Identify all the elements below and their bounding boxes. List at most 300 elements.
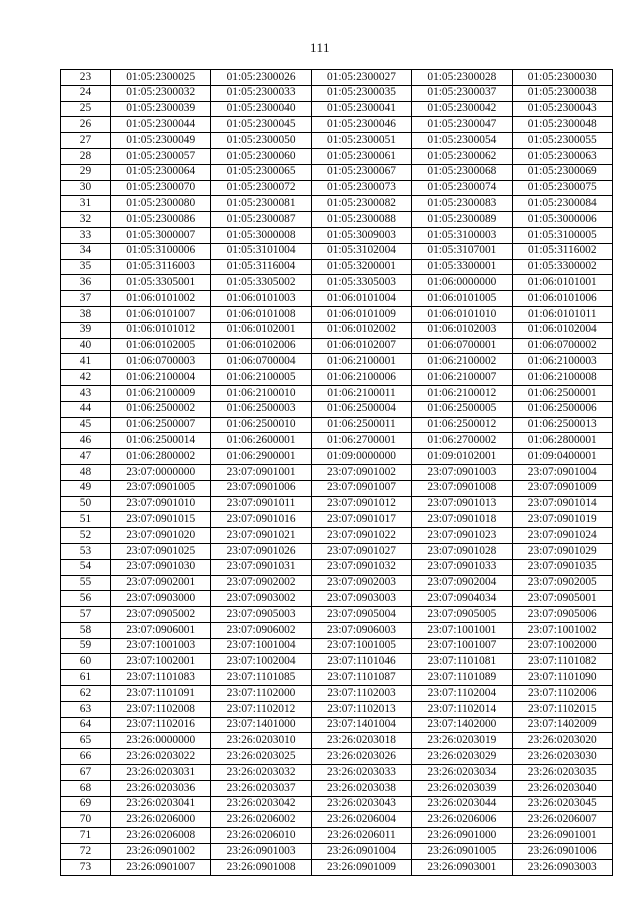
code-cell: 23:07:0901026	[211, 543, 311, 559]
table-row	[61, 148, 613, 164]
code-cell: 23:07:0901027	[311, 543, 411, 559]
code-cell: 23:07:0901021	[211, 528, 311, 544]
code-cell: 01:06:0000000	[412, 275, 512, 291]
table-row	[61, 765, 613, 781]
code-cell: 23:07:1001007	[412, 638, 512, 654]
code-cell: 01:06:0101005	[412, 291, 512, 307]
code-cell: 23:26:0901001	[512, 828, 612, 844]
code-cell: 01:06:0101006	[512, 291, 612, 307]
code-cell: 01:06:2500003	[211, 401, 311, 417]
code-cell: 23:07:1001004	[211, 638, 311, 654]
code-cell: 23:26:0203043	[311, 796, 411, 812]
code-cell: 23:07:0901024	[512, 528, 612, 544]
row-number: 65	[61, 733, 111, 749]
row-number: 67	[61, 765, 111, 781]
row-number: 48	[61, 464, 111, 480]
table-row	[61, 101, 613, 117]
code-cell: 23:07:0901035	[512, 559, 612, 575]
row-number: 43	[61, 385, 111, 401]
table-row	[61, 464, 613, 480]
table-row	[61, 385, 613, 401]
code-cell: 23:07:1102008	[111, 701, 211, 717]
code-cell: 23:07:1102015	[512, 701, 612, 717]
code-cell: 23:07:0901030	[111, 559, 211, 575]
code-cell: 01:05:3000006	[512, 212, 612, 228]
code-cell: 01:05:3107001	[412, 243, 512, 259]
table-row	[61, 417, 613, 433]
code-cell: 01:06:2100009	[111, 385, 211, 401]
row-number: 32	[61, 212, 111, 228]
code-cell: 23:26:0903003	[512, 859, 612, 875]
code-cell: 01:06:0101007	[111, 306, 211, 322]
code-cell: 23:26:0203034	[412, 765, 512, 781]
table-body	[61, 70, 613, 876]
table-row	[61, 449, 613, 465]
code-cell: 01:06:0101012	[111, 322, 211, 338]
code-cell: 23:26:0901000	[412, 828, 512, 844]
code-cell: 23:07:0905001	[512, 591, 612, 607]
code-cell: 23:26:0203026	[311, 749, 411, 765]
code-cell: 01:06:0700003	[111, 354, 211, 370]
code-cell: 01:05:2300035	[311, 85, 411, 101]
code-cell: 23:07:0901003	[412, 464, 512, 480]
code-cell: 23:07:0901020	[111, 528, 211, 544]
code-cell: 23:07:0906003	[311, 622, 411, 638]
table-row	[61, 701, 613, 717]
code-cell: 01:05:3116003	[111, 259, 211, 275]
code-cell: 01:05:3300001	[412, 259, 512, 275]
code-cell: 01:06:2500005	[412, 401, 512, 417]
code-cell: 23:07:0901009	[512, 480, 612, 496]
table-row	[61, 180, 613, 196]
code-cell: 01:06:0101004	[311, 291, 411, 307]
code-cell: 23:07:1101087	[311, 670, 411, 686]
code-cell: 01:05:3000008	[211, 227, 311, 243]
code-cell: 23:07:0901033	[412, 559, 512, 575]
code-cell: 01:05:3100006	[111, 243, 211, 259]
code-cell: 01:05:2300062	[412, 148, 512, 164]
table-row	[61, 259, 613, 275]
row-number: 25	[61, 101, 111, 117]
table-row	[61, 733, 613, 749]
code-cell: 23:07:1402000	[412, 717, 512, 733]
code-cell: 01:05:2300033	[211, 85, 311, 101]
code-cell: 23:07:0901017	[311, 512, 411, 528]
code-cell: 01:05:2300038	[512, 85, 612, 101]
code-cell: 01:05:2300087	[211, 212, 311, 228]
code-cell: 23:07:0901018	[412, 512, 512, 528]
code-cell: 01:06:0101001	[512, 275, 612, 291]
code-cell: 23:07:0901010	[111, 496, 211, 512]
table-row	[61, 686, 613, 702]
code-cell: 23:07:1001003	[111, 638, 211, 654]
code-cell: 01:05:2300083	[412, 196, 512, 212]
row-number: 41	[61, 354, 111, 370]
code-cell: 01:05:3116002	[512, 243, 612, 259]
code-cell: 01:06:2500001	[512, 385, 612, 401]
table-row	[61, 354, 613, 370]
table-row	[61, 275, 613, 291]
table-row	[61, 828, 613, 844]
code-cell: 01:05:2300048	[512, 117, 612, 133]
code-cell: 01:06:0700002	[512, 338, 612, 354]
code-cell: 23:07:0901012	[311, 496, 411, 512]
row-number: 54	[61, 559, 111, 575]
code-cell: 01:05:2300040	[211, 101, 311, 117]
code-cell: 01:05:2300063	[512, 148, 612, 164]
code-cell: 23:07:0905002	[111, 607, 211, 623]
code-cell: 23:26:0901003	[211, 844, 311, 860]
code-cell: 23:26:0206010	[211, 828, 311, 844]
code-cell: 01:06:2500006	[512, 401, 612, 417]
code-cell: 01:05:3009003	[311, 227, 411, 243]
table-row	[61, 480, 613, 496]
code-cell: 01:06:2900001	[211, 449, 311, 465]
table-row	[61, 212, 613, 228]
code-cell: 01:06:0101008	[211, 306, 311, 322]
row-number: 59	[61, 638, 111, 654]
code-cell: 23:07:1102016	[111, 717, 211, 733]
code-cell: 23:26:0203040	[512, 780, 612, 796]
row-number: 60	[61, 654, 111, 670]
code-cell: 01:06:2500002	[111, 401, 211, 417]
code-cell: 23:26:0206004	[311, 812, 411, 828]
row-number: 55	[61, 575, 111, 591]
row-number: 29	[61, 164, 111, 180]
code-cell: 01:05:2300070	[111, 180, 211, 196]
code-cell: 01:05:2300039	[111, 101, 211, 117]
code-cell: 23:07:1102006	[512, 686, 612, 702]
code-cell: 23:07:0901005	[111, 480, 211, 496]
row-number: 51	[61, 512, 111, 528]
row-number: 58	[61, 622, 111, 638]
code-cell: 23:07:0902002	[211, 575, 311, 591]
code-cell: 23:07:0901025	[111, 543, 211, 559]
code-cell: 01:05:2300050	[211, 133, 311, 149]
row-number: 72	[61, 844, 111, 860]
code-cell: 01:05:3305003	[311, 275, 411, 291]
code-cell: 01:05:2300089	[412, 212, 512, 228]
code-cell: 01:06:0102007	[311, 338, 411, 354]
table-row	[61, 243, 613, 259]
code-cell: 01:06:0102005	[111, 338, 211, 354]
code-cell: 01:05:2300041	[311, 101, 411, 117]
code-cell: 01:05:2300088	[311, 212, 411, 228]
row-number: 27	[61, 133, 111, 149]
code-cell: 23:07:1101091	[111, 686, 211, 702]
row-number: 61	[61, 670, 111, 686]
code-cell: 23:07:0901008	[412, 480, 512, 496]
code-cell: 23:26:0203039	[412, 780, 512, 796]
table-row	[61, 638, 613, 654]
code-cell: 23:07:0902005	[512, 575, 612, 591]
row-number: 44	[61, 401, 111, 417]
row-number: 24	[61, 85, 111, 101]
code-cell: 01:06:2100002	[412, 354, 512, 370]
table-row	[61, 591, 613, 607]
table-row	[61, 433, 613, 449]
table-row	[61, 670, 613, 686]
code-cell: 23:07:0901022	[311, 528, 411, 544]
code-cell: 23:07:0901002	[311, 464, 411, 480]
code-cell: 23:07:0902001	[111, 575, 211, 591]
code-cell: 23:26:0901008	[211, 859, 311, 875]
code-cell: 23:07:0901015	[111, 512, 211, 528]
row-number: 68	[61, 780, 111, 796]
code-cell: 23:07:1101082	[512, 654, 612, 670]
code-cell: 01:06:2700001	[311, 433, 411, 449]
code-cell: 23:26:0203038	[311, 780, 411, 796]
code-cell: 01:05:2300060	[211, 148, 311, 164]
code-cell: 23:26:0203022	[111, 749, 211, 765]
code-cell: 23:26:0203035	[512, 765, 612, 781]
row-number: 38	[61, 306, 111, 322]
code-cell: 23:26:0206002	[211, 812, 311, 828]
code-cell: 23:07:0905004	[311, 607, 411, 623]
code-cell: 01:05:2300075	[512, 180, 612, 196]
code-cell: 01:06:0101009	[311, 306, 411, 322]
code-cell: 01:06:2500014	[111, 433, 211, 449]
code-cell: 01:06:0101002	[111, 291, 211, 307]
table-row	[61, 164, 613, 180]
table-row	[61, 227, 613, 243]
code-cell: 23:26:0206006	[412, 812, 512, 828]
table-row	[61, 812, 613, 828]
code-cell: 23:26:0901009	[311, 859, 411, 875]
table-row	[61, 543, 613, 559]
table-row	[61, 85, 613, 101]
code-cell: 23:07:0903000	[111, 591, 211, 607]
code-cell: 23:07:1102003	[311, 686, 411, 702]
code-cell: 01:05:2300061	[311, 148, 411, 164]
code-cell: 01:05:2300067	[311, 164, 411, 180]
row-number: 45	[61, 417, 111, 433]
code-cell: 23:07:0901019	[512, 512, 612, 528]
code-cell: 23:07:1102004	[412, 686, 512, 702]
code-cell: 01:06:2100011	[311, 385, 411, 401]
code-cell: 01:06:2800001	[512, 433, 612, 449]
row-number: 62	[61, 686, 111, 702]
row-number: 47	[61, 449, 111, 465]
row-number: 66	[61, 749, 111, 765]
code-cell: 23:07:0901032	[311, 559, 411, 575]
code-cell: 01:06:2100004	[111, 370, 211, 386]
code-cell: 23:26:0901004	[311, 844, 411, 860]
code-cell: 23:07:0901011	[211, 496, 311, 512]
code-cell: 23:07:1001001	[412, 622, 512, 638]
code-cell: 01:05:2300081	[211, 196, 311, 212]
code-cell: 01:06:2500013	[512, 417, 612, 433]
code-cell: 23:07:1101081	[412, 654, 512, 670]
code-cell: 01:06:0102004	[512, 322, 612, 338]
code-cell: 23:07:1001005	[311, 638, 411, 654]
code-cell: 01:05:2300074	[412, 180, 512, 196]
code-cell: 23:07:1102013	[311, 701, 411, 717]
row-number: 71	[61, 828, 111, 844]
row-number: 23	[61, 70, 111, 86]
code-cell: 23:07:0905003	[211, 607, 311, 623]
code-cell: 01:05:3200001	[311, 259, 411, 275]
code-cell: 01:05:2300069	[512, 164, 612, 180]
code-cell: 23:07:0905006	[512, 607, 612, 623]
code-cell: 23:07:0901013	[412, 496, 512, 512]
code-cell: 01:05:2300055	[512, 133, 612, 149]
code-cell: 01:05:2300046	[311, 117, 411, 133]
code-cell: 23:07:0903002	[211, 591, 311, 607]
row-number: 63	[61, 701, 111, 717]
code-cell: 01:05:2300032	[111, 85, 211, 101]
code-cell: 23:26:0901005	[412, 844, 512, 860]
code-cell: 23:07:0903003	[311, 591, 411, 607]
code-cell: 01:06:2100006	[311, 370, 411, 386]
code-cell: 01:05:2300073	[311, 180, 411, 196]
row-number: 39	[61, 322, 111, 338]
code-cell: 23:26:0203029	[412, 749, 512, 765]
row-number: 46	[61, 433, 111, 449]
code-cell: 01:06:2500004	[311, 401, 411, 417]
code-cell: 23:07:1401000	[211, 717, 311, 733]
code-cell: 23:07:0901029	[512, 543, 612, 559]
table-row	[61, 196, 613, 212]
code-cell: 23:26:0203042	[211, 796, 311, 812]
code-cell: 01:06:2700002	[412, 433, 512, 449]
code-cell: 01:05:2300084	[512, 196, 612, 212]
code-cell: 23:07:1002000	[512, 638, 612, 654]
code-cell: 23:07:1102014	[412, 701, 512, 717]
cadastral-codes-table	[60, 69, 613, 876]
table-row	[61, 717, 613, 733]
table-row	[61, 796, 613, 812]
code-cell: 01:09:0000000	[311, 449, 411, 465]
row-number: 70	[61, 812, 111, 828]
row-number: 64	[61, 717, 111, 733]
code-cell: 23:07:0904034	[412, 591, 512, 607]
code-cell: 01:05:2300080	[111, 196, 211, 212]
code-cell: 23:07:1102012	[211, 701, 311, 717]
table-row	[61, 575, 613, 591]
code-cell: 01:05:2300043	[512, 101, 612, 117]
code-cell: 01:06:2600001	[211, 433, 311, 449]
code-cell: 01:06:0101010	[412, 306, 512, 322]
code-cell: 01:05:2300045	[211, 117, 311, 133]
code-cell: 01:06:0700004	[211, 354, 311, 370]
row-number: 73	[61, 859, 111, 875]
code-cell: 23:26:0203018	[311, 733, 411, 749]
code-cell: 01:06:0101003	[211, 291, 311, 307]
code-cell: 23:07:0000000	[111, 464, 211, 480]
code-cell: 23:07:0902004	[412, 575, 512, 591]
row-number: 30	[61, 180, 111, 196]
code-cell: 23:07:0901016	[211, 512, 311, 528]
code-cell: 23:07:1402009	[512, 717, 612, 733]
table-row	[61, 133, 613, 149]
code-cell: 23:07:1401004	[311, 717, 411, 733]
code-cell: 23:07:1101046	[311, 654, 411, 670]
code-cell: 01:05:2300027	[311, 70, 411, 86]
row-number: 69	[61, 796, 111, 812]
code-cell: 01:06:0102003	[412, 322, 512, 338]
code-cell: 01:06:2100005	[211, 370, 311, 386]
code-cell: 01:05:2300025	[111, 70, 211, 86]
code-cell: 23:07:1002001	[111, 654, 211, 670]
row-number: 31	[61, 196, 111, 212]
code-cell: 01:06:2100003	[512, 354, 612, 370]
code-cell: 01:05:3305002	[211, 275, 311, 291]
table-row	[61, 401, 613, 417]
code-cell: 23:26:0203037	[211, 780, 311, 796]
code-cell: 23:26:0206000	[111, 812, 211, 828]
code-cell: 23:26:0203019	[412, 733, 512, 749]
row-number: 26	[61, 117, 111, 133]
code-cell: 23:07:1101089	[412, 670, 512, 686]
code-cell: 23:26:0203010	[211, 733, 311, 749]
table-row	[61, 607, 613, 623]
page-number: 111	[309, 40, 331, 55]
table-row	[61, 859, 613, 875]
code-cell: 23:07:0901004	[512, 464, 612, 480]
code-cell: 23:26:0203041	[111, 796, 211, 812]
table-row	[61, 559, 613, 575]
code-cell: 01:05:2300028	[412, 70, 512, 86]
code-cell: 01:05:2300086	[111, 212, 211, 228]
code-cell: 23:26:0206008	[111, 828, 211, 844]
code-cell: 01:06:2100008	[512, 370, 612, 386]
code-cell: 01:05:3102004	[311, 243, 411, 259]
code-cell: 23:26:0901007	[111, 859, 211, 875]
code-cell: 01:09:0102001	[412, 449, 512, 465]
table-row	[61, 780, 613, 796]
code-cell: 01:05:2300049	[111, 133, 211, 149]
row-number: 57	[61, 607, 111, 623]
code-cell: 01:06:2500012	[412, 417, 512, 433]
row-number: 40	[61, 338, 111, 354]
code-cell: 23:26:0203036	[111, 780, 211, 796]
code-cell: 23:07:0906002	[211, 622, 311, 638]
table-row	[61, 70, 613, 86]
code-cell: 01:05:3101004	[211, 243, 311, 259]
code-cell: 01:06:0700001	[412, 338, 512, 354]
code-cell: 23:26:0203031	[111, 765, 211, 781]
row-number: 34	[61, 243, 111, 259]
code-cell: 01:05:3300002	[512, 259, 612, 275]
code-cell: 01:05:2300026	[211, 70, 311, 86]
table-row	[61, 338, 613, 354]
code-cell: 01:05:3305001	[111, 275, 211, 291]
table-row	[61, 496, 613, 512]
row-number: 53	[61, 543, 111, 559]
table-row	[61, 654, 613, 670]
code-cell: 23:26:0203044	[412, 796, 512, 812]
code-cell: 23:07:0901014	[512, 496, 612, 512]
code-cell: 23:07:1002004	[211, 654, 311, 670]
code-cell: 01:06:2100012	[412, 385, 512, 401]
code-cell: 01:05:3000007	[111, 227, 211, 243]
code-cell: 01:05:2300030	[512, 70, 612, 86]
code-cell: 01:05:2300082	[311, 196, 411, 212]
row-number: 50	[61, 496, 111, 512]
table-row	[61, 117, 613, 133]
table-row	[61, 749, 613, 765]
row-number: 36	[61, 275, 111, 291]
code-cell: 01:06:2100007	[412, 370, 512, 386]
code-cell: 01:05:3116004	[211, 259, 311, 275]
code-cell: 01:05:2300057	[111, 148, 211, 164]
row-number: 37	[61, 291, 111, 307]
code-cell: 01:06:0102006	[211, 338, 311, 354]
code-cell: 01:05:2300054	[412, 133, 512, 149]
code-cell: 23:07:0901007	[311, 480, 411, 496]
code-cell: 01:06:0102002	[311, 322, 411, 338]
